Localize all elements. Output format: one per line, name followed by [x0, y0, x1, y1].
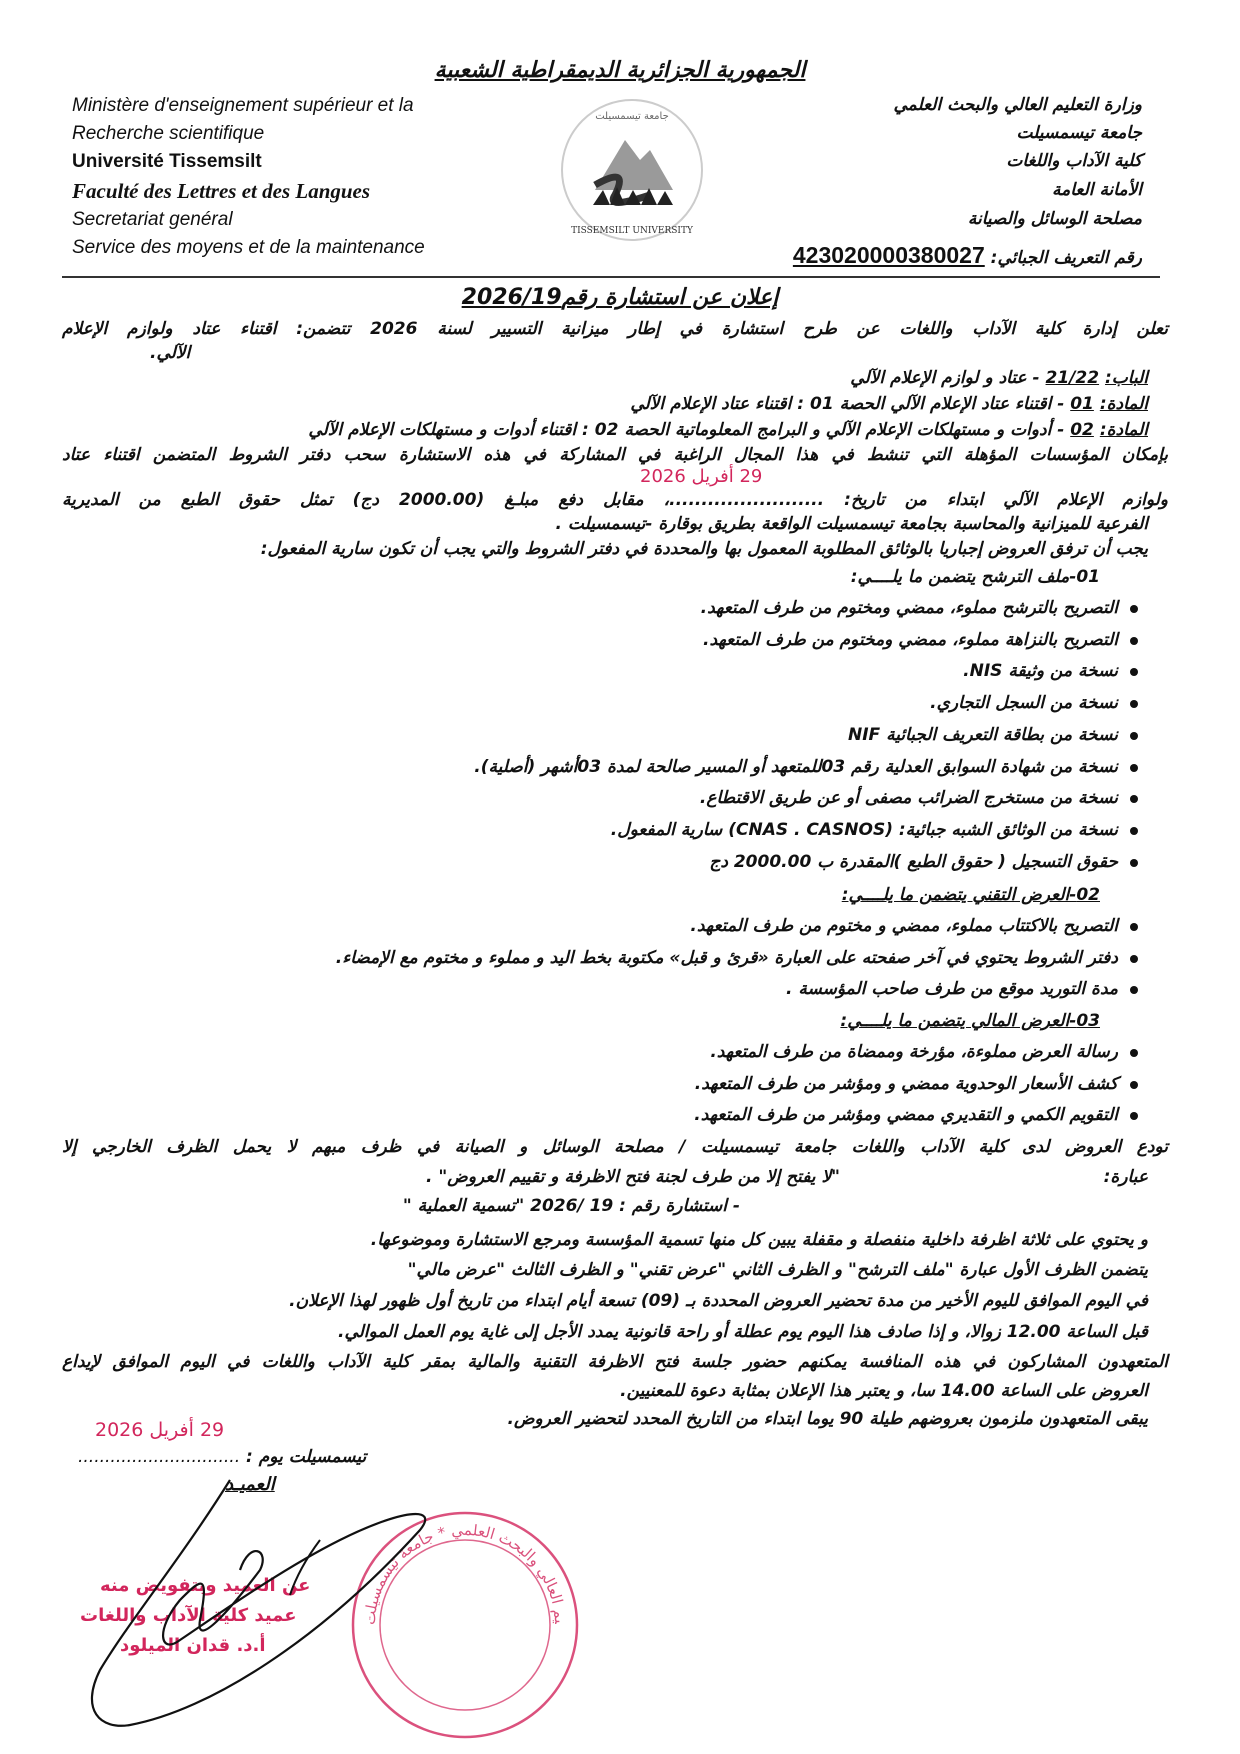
french-university: Université Tissemsilt	[72, 151, 262, 172]
article2-line	[308, 419, 1148, 441]
logo-text-en: TISSEMSILT UNIVERSITY	[571, 226, 693, 236]
arabic-secretariat: الأمانة العامة	[1052, 180, 1142, 200]
list-item: التقويم الكمي و التقديري ممضي ومؤشر من طرف المتعهد.	[694, 1105, 1118, 1126]
french-ministry-line1: Ministère d'enseignement supérieur et la	[72, 95, 414, 116]
chapter-text: - عتاد و لوازم الإعلام الآلي	[850, 368, 1040, 388]
place-date-label: تيسمسيلت يوم :	[246, 1447, 367, 1467]
bullet-icon	[1130, 605, 1138, 613]
article1-label: المادة:	[1099, 394, 1148, 414]
tax-id-value: 423020000380027	[792, 242, 985, 268]
paragraph-line1: بإمكان المؤسسات المؤهلة التي تنشط في هذا المجال الراغبة في المشاركة في هذه الاستشارة سحب دفتر الشروط المتضمن اقتناء عتاد	[62, 445, 1168, 465]
closing-line6: العروض على الساعة 14.00 سا، و يعتبر هذا الإعلان بمثابة دعوة للمعنيين.	[620, 1381, 1148, 1401]
bullet-icon	[1130, 859, 1138, 867]
header-divider	[62, 276, 1160, 278]
list-item: التصريح بالنزاهة مملوء، ممضي ومختوم من طرف المتعهد.	[703, 629, 1118, 650]
closing-line7: يبقى المتعهدون ملزمون بعروضهم طيلة 90 يوما ابتداء من التاريخ المحدد لتحضير العروض.	[507, 1409, 1148, 1429]
bullet-icon	[1130, 637, 1138, 645]
paragraph-line2: ولوازم الإعلام الآلي ابتداء من تاريخ: ........................، مقابل دفع مبلـغ (2000.00 دج) تمثل حقوق الطبع من المديرية	[62, 490, 1168, 510]
stamp-line2: عميد كلية الآداب واللغات	[80, 1605, 297, 1626]
article1-line	[630, 393, 1148, 415]
university-logo	[555, 95, 710, 245]
intro-line2: الآلي.	[150, 343, 191, 363]
bullet-icon	[1130, 732, 1138, 740]
bullet-icon	[1130, 986, 1138, 994]
closing-line5: المتعهدون المشاركون في هذه المنافسة يمكنهم حضور جلسة فتح الاظرفة التقنية والمالية بمقر كلية الآداب واللغات في اليوم الموافق لإيداع	[62, 1352, 1168, 1372]
seal-text: يم العالي والبحث العلمي * جامعة تيسمسيلت	[360, 1520, 570, 1626]
place-date-dots: ..............................	[78, 1447, 241, 1467]
requirement-line: يجب أن ترفق العروض إجباريا بالوثائق المطلوبة المعمول بها والمحددة في دفتر الشروط والتي يجب أن تكون سارية المفعول:	[260, 539, 1148, 559]
intro-line1: تعلن إدارة كلية الآداب واللغات عن طرح استشارة في إطار ميزانية التسيير لسنة 2026 تتضمن: اقتناء عتاد ولوازم الإعلام	[62, 319, 1168, 339]
section-heading: 02-العرض التقني يتضمن ما يلــــي:	[841, 885, 1100, 905]
stamp-line1: عن العميد وبتفويض منه	[100, 1575, 311, 1596]
french-ministry-line2: Recherche scientifique	[72, 123, 265, 144]
tax-id-label: رقم التعريف الجبائي:	[990, 248, 1142, 268]
tax-id-row	[793, 240, 1142, 273]
list-item: التصريح بالترشح مملوء، ممضي ومختوم من طرف المتعهد.	[700, 598, 1118, 618]
list-item: رسالة العرض مملوءة، مؤرخة وممضاة من طرف المتعهد.	[710, 1042, 1118, 1062]
french-service: Service des moyens et de la maintenance	[72, 237, 425, 258]
bullet-icon	[1130, 1049, 1138, 1057]
bullet-icon	[1130, 923, 1138, 931]
deposit-reference: - استشارة رقم : 19 /2026 "تسمية العملية "	[402, 1196, 740, 1216]
arabic-ministry: وزارة التعليم العالي والبحث العلمي	[893, 95, 1142, 115]
list-item: نسخة من شهادة السوابق العدلية رقم 03للمتعهد أو المسير صالحة لمدة 03أشهر (أصلية).	[474, 756, 1118, 777]
deposit-label: عبارة:	[1103, 1167, 1148, 1187]
dean-title: العميـد	[225, 1474, 275, 1495]
list-item: نسخة من الوثائق الشبه جبائية: (CNAS . CASNOS) سارية المفعول.	[610, 819, 1118, 840]
closing-line1: و يحتوي على ثلاثة اظرفة داخلية منفصلة و مقفلة يبين كل منها تسمية المؤسسة ومرجع الاستشارة وموضوعها.	[370, 1230, 1148, 1250]
handwritten-signature	[60, 1470, 440, 1750]
date-stamp-bottom: 29 أفريل 2026	[95, 1419, 225, 1441]
logo-text-ar: جامعة تيسمسيلت	[595, 111, 669, 122]
place-date-line	[78, 1446, 366, 1468]
article2-label: المادة:	[1099, 420, 1148, 440]
article2-number: 02	[1070, 420, 1094, 440]
arabic-university: جامعة تيسمسيلت	[1016, 123, 1142, 143]
bullet-icon	[1130, 955, 1138, 963]
article2-text: - أدوات و مستهلكات الإعلام الآلي و البرامج المعلوماتية الحصة 02 : اقتناء أدوات و مستهلكات الإعلام الآلي	[308, 420, 1065, 440]
list-item: حقوق التسجيل ( حقوق الطبع )المقدرة ب 2000.00 دج	[709, 851, 1118, 872]
list-item: مدة التوريد موقع من طرف صاحب المؤسسة .	[786, 979, 1118, 1000]
article1-number: 01	[1070, 394, 1094, 414]
list-item: كشف الأسعار الوحدوية ممضي و ومؤشر من طرف المتعهد.	[694, 1073, 1118, 1094]
list-item: التصريح بالاكتتاب مملوء، ممضي و مختوم من طرف المتعهد.	[690, 916, 1118, 936]
deposit-quote: "لا يفتح إلا من طرف لجنة فتح الاظرفة و تقييم العروض" .	[426, 1167, 840, 1187]
bullet-icon	[1130, 700, 1138, 708]
republic-heading: الجمهورية الجزائرية الديمقراطية الشعبية	[434, 58, 806, 83]
article1-text: - اقتناء عتاد الإعلام الآلي الحصة 01 : اقتناء عتاد الإعلام الآلي	[630, 394, 1065, 414]
list-item: دفتر الشروط يحتوي في آخر صفحته على العبارة «قرئ و قبل» مكتوبة بخط اليد و مملوء و مختوم مع الإمضاء.	[335, 947, 1118, 968]
bullet-icon	[1130, 764, 1138, 772]
closing-line4: قبل الساعة 12.00 زوالا، و إذا صادف هذا اليوم يوم عطلة أو راحة قانونية يمدد الأجل إلى غاية يوم العمل الموالي.	[338, 1322, 1148, 1342]
bullet-icon	[1130, 795, 1138, 803]
bullet-icon	[1130, 1112, 1138, 1120]
closing-line2: يتضمن الظرف الأول عبارة "ملف الترشح" و الظرف الثاني "عرض تقني" و الظرف الثالث "عرض مالي"	[407, 1260, 1148, 1280]
chapter-line	[850, 367, 1148, 389]
french-faculty: Faculté des Lettres et des Langues	[72, 179, 371, 203]
list-item: نسخة من وثيقة NIS.	[963, 661, 1118, 682]
list-item: نسخة من بطاقة التعريف الجبائية NIF	[848, 724, 1118, 745]
date-stamp-top: 29 أفريل 2026	[640, 466, 763, 487]
arabic-service: مصلحة الوسائل والصيانة	[967, 209, 1142, 229]
french-secretariat: Secretariat genéral	[72, 209, 233, 230]
section-heading: 01-ملف الترشح يتضمن ما يلــــي:	[850, 567, 1100, 587]
arabic-faculty: كلية الآداب واللغات	[1006, 151, 1142, 171]
deposit-line1: تودع العروض لدى كلية الآداب واللغات جامعة تيسمسيلت / مصلحة الوسائل و الصيانة في ظرف مبهم لا يحمل الظرف الخارجي إلا	[62, 1137, 1168, 1157]
bullet-icon	[1130, 668, 1138, 676]
chapter-label: الباب:	[1104, 368, 1148, 388]
list-item: نسخة من مستخرج الضرائب مصفى أو عن طريق الاقتطاع.	[699, 788, 1118, 809]
bullet-icon	[1130, 1081, 1138, 1089]
bullet-icon	[1130, 827, 1138, 835]
list-item: نسخة من السجل التجاري.	[930, 693, 1118, 714]
closing-line3: في اليوم الموافق لليوم الأخير من مدة تحضير العروض المحددة بـ (09) تسعة أيام ابتداء من تاريخ أول ظهور لهذا الإعلان.	[289, 1291, 1148, 1311]
chapter-number: 21/22	[1045, 368, 1100, 388]
stamp-line3: أ.د. قدان الميلود	[120, 1635, 266, 1656]
section-heading: 03-العرض المالي يتضمن ما يلــــي:	[840, 1011, 1100, 1031]
document-title: إعلان عن استشارة رقم2026/19	[461, 285, 779, 310]
paragraph-line3: الفرعية للميزانية والمحاسبة بجامعة تيسمسيلت الواقعة بطريق بوقارة -تيسمسيلت .	[555, 514, 1148, 534]
